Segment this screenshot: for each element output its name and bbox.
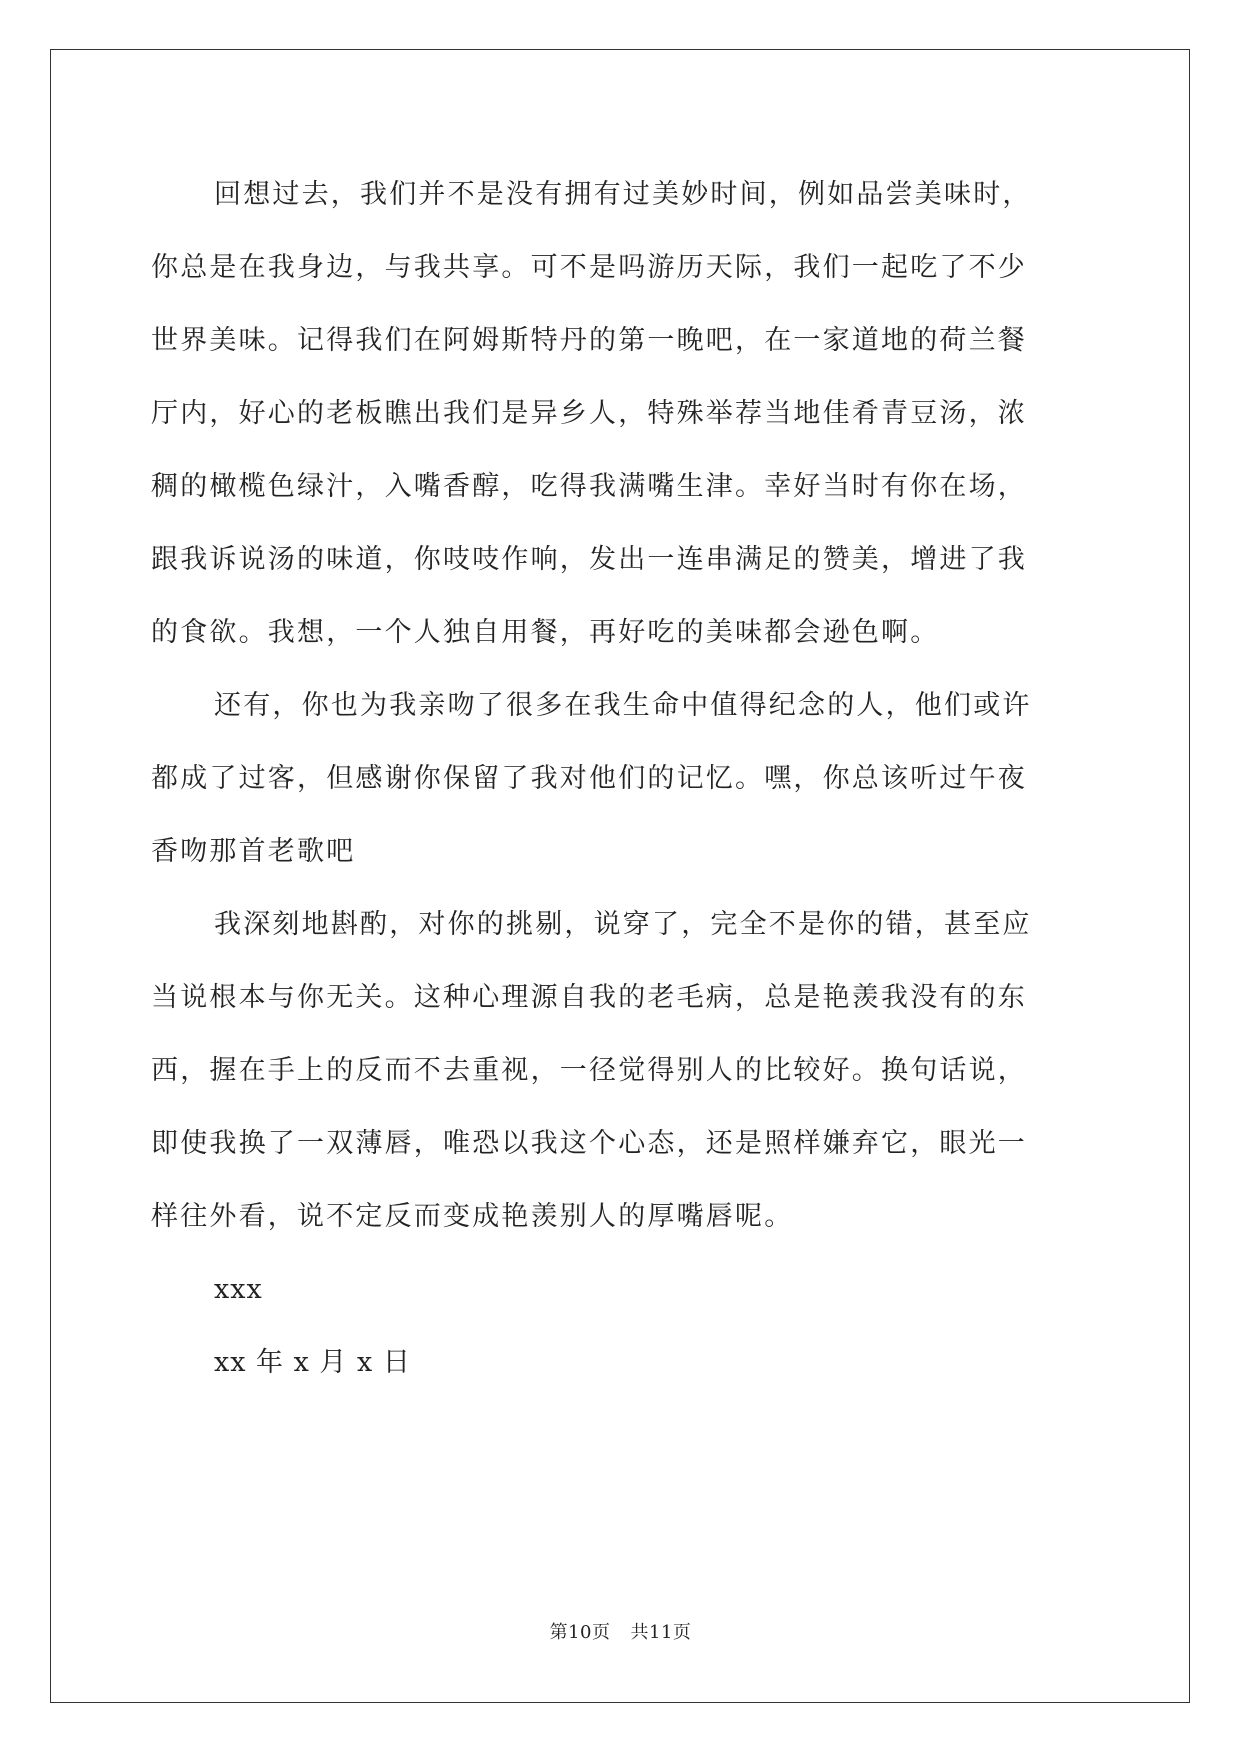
signature-name: xxx	[214, 1274, 263, 1305]
text-line: 即使我换了一双薄唇，唯恐以我这个心态，还是照样嫌弃它，眼光一	[151, 1128, 1027, 1159]
text-line: 回想过去，我们并不是没有拥有过美妙时间，例如品尝美味时，	[214, 179, 1032, 210]
paragraph-2	[151, 669, 1091, 888]
page-number-current: 第10页	[549, 1622, 611, 1643]
paragraph-3	[151, 888, 1091, 1253]
text-line: 样往外看，说不定反而变成艳羡别人的厚嘴唇呢。	[151, 1201, 794, 1232]
signature-date: xx 年 x 月 x 日	[214, 1347, 411, 1378]
text-line: 都成了过客，但感谢你保留了我对他们的记忆。嘿，你总该听过午夜	[151, 763, 1027, 794]
text-line: 跟我诉说汤的味道，你吱吱作响，发出一连串满足的赞美，增进了我	[151, 544, 1027, 575]
text-line: 香吻那首老歌吧	[151, 836, 356, 867]
text-line: 的食欲。我想，一个人独自用餐，再好吃的美味都会逊色啊。	[151, 617, 940, 648]
text-line: 稠的橄榄色绿汁，入嘴香醇，吃得我满嘴生津。幸好当时有你在场，	[151, 471, 1027, 502]
text-line: 西，握在手上的反而不去重视，一径觉得别人的比较好。换句话说，	[151, 1055, 1027, 1086]
text-line: 我深刻地斟酌，对你的挑剔，说穿了，完全不是你的错，甚至应	[214, 909, 1032, 940]
document-body	[151, 158, 1091, 1399]
page-number-total: 共11页	[630, 1622, 692, 1643]
text-line: 厅内，好心的老板瞧出我们是异乡人，特殊举荐当地佳肴青豆汤，浓	[151, 398, 1027, 429]
text-line: 还有，你也为我亲吻了很多在我生命中值得纪念的人，他们或许	[214, 690, 1032, 721]
text-line: 当说根本与你无关。这种心理源自我的老毛病，总是艳羡我没有的东	[151, 982, 1027, 1013]
paragraph-1	[151, 158, 1091, 669]
page-footer	[0, 1618, 1241, 1644]
text-line: 你总是在我身边，与我共享。可不是吗游历天际，我们一起吃了不少	[151, 252, 1027, 283]
text-line: 世界美味。记得我们在阿姆斯特丹的第一晚吧，在一家道地的荷兰餐	[151, 325, 1027, 356]
